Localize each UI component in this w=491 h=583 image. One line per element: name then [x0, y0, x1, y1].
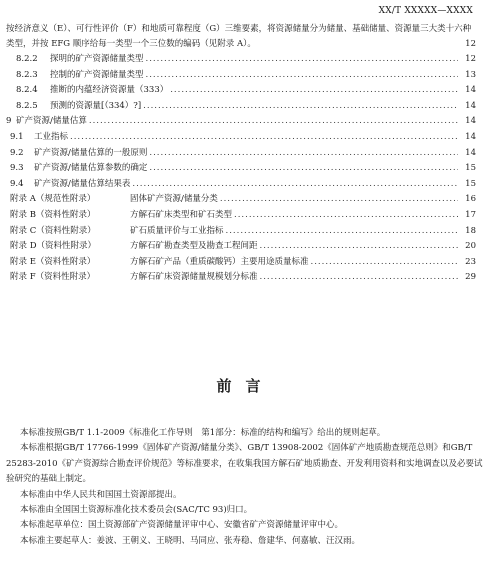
toc-entry-number: 9.1	[10, 131, 24, 142]
toc-leader-dots	[170, 83, 458, 98]
toc-entry-title: 方解石矿床资源储量规模划分标准	[130, 272, 258, 283]
toc-appendix-entry[interactable]	[6, 224, 476, 240]
toc-leader-dots	[149, 146, 458, 161]
toc-page-number: 17	[465, 209, 476, 220]
toc-leader-dots	[149, 161, 458, 176]
toc-page-number: 14	[465, 147, 476, 158]
toc-entry-title: 矿石质量评价与工业指标	[130, 225, 224, 236]
toc-entry-title: 矿产资源/储量估算参数的确定	[34, 163, 148, 174]
toc-leader-dots	[70, 130, 458, 145]
toc-leader-dots	[260, 270, 458, 285]
toc-appendix-entry[interactable]	[6, 192, 476, 208]
toc-entry-number: 9.4	[10, 178, 24, 189]
toc-entry-number: 9.2	[10, 147, 24, 158]
toc-entry-title: 方解石矿勘查类型及勘查工程间距	[130, 241, 258, 252]
appendix-label: 附录 E（资料性附录）	[10, 256, 96, 267]
foreword-paragraph: 本标准起草单位：国土资源部矿产资源储量评审中心、安徽省矿产资源储量评审中心。	[20, 520, 344, 531]
toc-leader-dots	[143, 99, 458, 114]
toc-page-number: 18	[465, 225, 476, 236]
toc-leader-dots	[220, 192, 458, 207]
toc-leader-dots	[234, 208, 458, 223]
toc-entry-title: 固体矿产资源/储量分类	[130, 194, 218, 205]
toc-entry-title: 方解石矿床类型和矿石类型	[130, 209, 233, 220]
toc-page-number: 20	[465, 241, 476, 252]
foreword-body	[6, 426, 484, 549]
toc-entry[interactable]	[6, 130, 476, 146]
foreword-paragraph: 本标准主要起草人：姜波、王朝义、王晓明、马同应、张寿稳、詹建华、何嘉敏、汪汉雨。	[20, 535, 361, 546]
toc-entry-title: 控制的矿产资源储量类型	[50, 69, 144, 80]
toc-entry-number: 9.3	[10, 163, 24, 174]
foreword-paragraph: 本标准根据GB/T 17766-1999《固体矿产资源/储量分类》、GB/T 13908-2002《固体矿产地质勘查规范总则》和GB/T 25283-2010《矿产资源综合勘查评价规范》等标准要求，在收集我国方解石矿地质勘查、开发利用资料和实地调查以及必要试验研究的基础上制定。	[6, 443, 483, 485]
toc-entry-title: 探明的矿产资源储量类型	[50, 54, 144, 64]
toc-entry[interactable]	[6, 83, 476, 99]
toc-intro-text: 按经济意义（E）、可行性评价（F）和地质可靠程度（G）三维要素，将资源储量分为储量、基础储量、资源量三大类十六种类型，并按 EFG 顺序给每一类型一个三位数的编码（见附录 A）。	[6, 24, 472, 49]
toc-page-number: 23	[465, 256, 476, 267]
foreword-heading: 前言	[216, 377, 275, 395]
appendix-label: 附录 D（资料性附录）	[10, 241, 97, 252]
toc-page-number: 14	[465, 116, 476, 127]
toc-entry[interactable]	[6, 161, 476, 177]
toc-leader-dots	[146, 68, 458, 83]
toc-entry-title: 方解石矿产品（重质碳酸钙）主要用途质量标准	[130, 256, 309, 267]
standard-code-header: XX/T XXXXX—XXXX	[378, 6, 473, 16]
appendix-label: 附录 F（资料性附录）	[10, 272, 96, 283]
toc-page-number: 15	[465, 163, 476, 174]
toc-page-number: 16	[465, 194, 476, 205]
toc-entry[interactable]	[6, 68, 476, 84]
toc-entry[interactable]	[6, 146, 476, 162]
toc-page-number: 15	[465, 178, 476, 189]
toc-entry[interactable]	[6, 52, 476, 68]
toc-leader-dots	[260, 239, 458, 254]
toc-page-number: 12	[465, 39, 476, 49]
foreword-paragraph: 本标准由全国国土资源标准化技术委员会(SAC/TC 93)归口。	[20, 505, 253, 516]
foreword-paragraph: 本标准按照GB/T 1.1-2009《标准化工作导则 第1部分：标准的结构和编写》给出的规则起草。	[20, 428, 386, 438]
appendix-label: 附录 A（规范性附录）	[10, 194, 96, 205]
toc-appendix-entry[interactable]	[6, 255, 476, 271]
toc-leader-dots	[311, 255, 458, 270]
toc-leader-dots	[226, 224, 458, 239]
toc-entry[interactable]	[6, 177, 476, 193]
toc-entry-title: 矿产资源/储量估算	[16, 116, 87, 127]
toc-page-number: 12	[465, 54, 476, 64]
toc-entry-number: 8.2.2	[16, 54, 38, 64]
toc-leader-dots	[146, 52, 458, 67]
toc-appendix-entry[interactable]	[6, 208, 476, 224]
toc-entry-number: 8.2.4	[16, 85, 38, 96]
toc-entry-number: 8.2.3	[16, 69, 38, 80]
toc-intro-entry[interactable]	[6, 22, 476, 52]
appendix-label: 附录 B（资料性附录）	[10, 209, 96, 220]
appendix-label: 附录 C（资料性附录）	[10, 225, 96, 236]
toc-page-number: 29	[465, 272, 476, 283]
toc-appendix-entry[interactable]	[6, 270, 476, 286]
toc-page-number: 14	[465, 131, 476, 142]
toc-page-number: 13	[465, 69, 476, 80]
toc-entry-title: 预测的资源量[（334）?]	[50, 100, 142, 111]
toc-page-number: 14	[465, 85, 476, 96]
toc-entry[interactable]	[6, 99, 476, 115]
toc-page-number: 14	[465, 100, 476, 111]
toc-entry-title: 矿产资源/储量估算的一般原则	[34, 147, 148, 158]
toc-entry-number: 9	[6, 116, 12, 127]
toc-entry-title: 推断的内蕴经济资源量（333）	[50, 85, 169, 96]
toc-entry-title: 矿产资源/储量估算结果表	[34, 178, 131, 189]
toc-leader-dots	[132, 177, 458, 192]
toc-entry-number: 8.2.5	[16, 100, 38, 111]
toc-entry-title: 工业指标	[34, 131, 69, 142]
table-of-contents	[6, 22, 476, 286]
toc-appendix-entry[interactable]	[6, 239, 476, 255]
foreword-paragraph: 本标准由中华人民共和国国土资源部提出。	[20, 489, 182, 500]
toc-chapter-entry[interactable]	[6, 114, 476, 130]
toc-leader-dots	[89, 114, 458, 129]
